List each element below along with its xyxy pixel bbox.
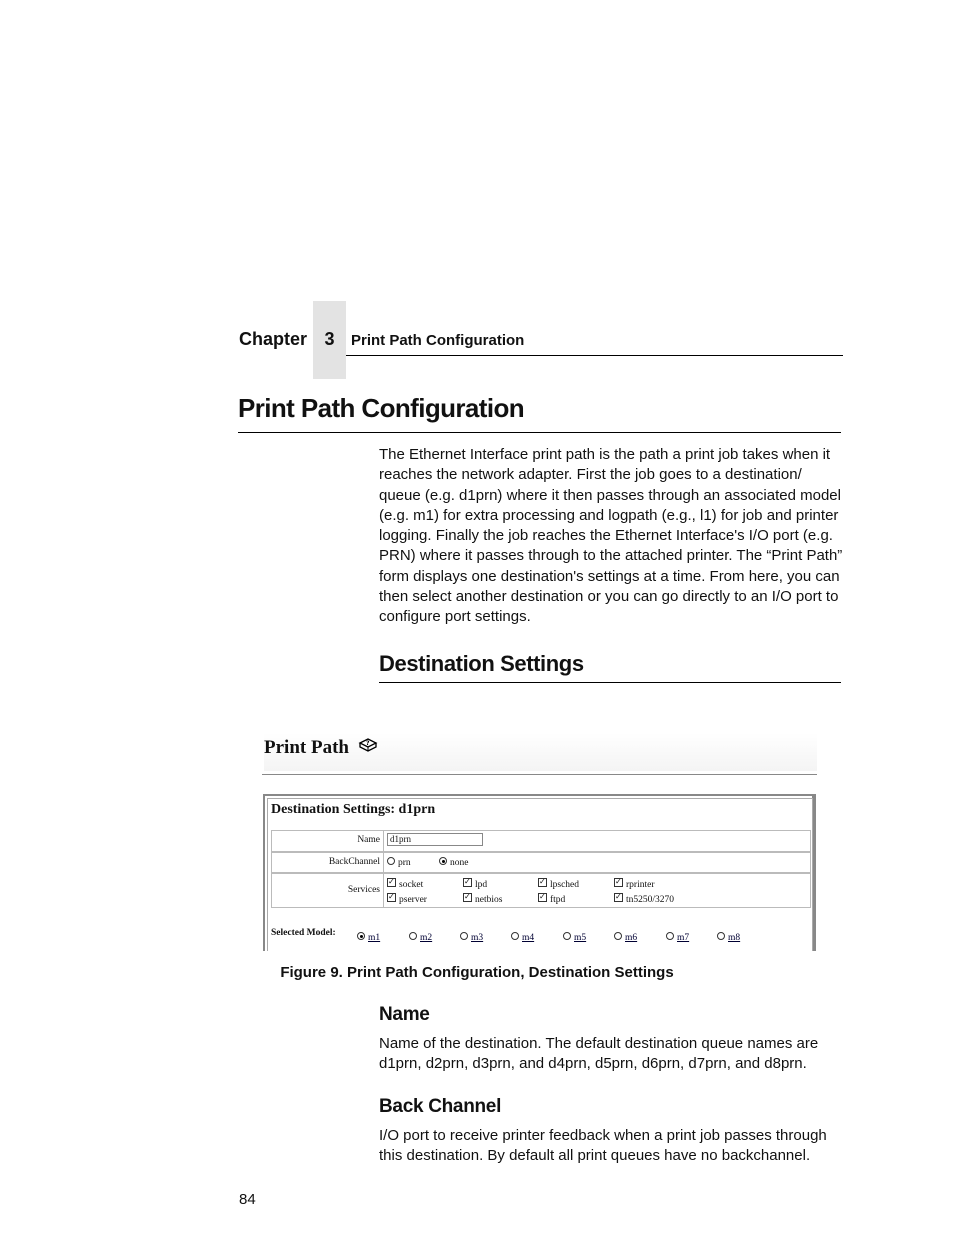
radio-icon xyxy=(614,932,622,940)
service-lpsched[interactable] xyxy=(538,878,579,890)
subsection-rule xyxy=(379,682,841,683)
chapter-number: 3 xyxy=(324,329,335,349)
name-heading: Name xyxy=(379,1004,430,1025)
service-pserver[interactable] xyxy=(387,893,427,905)
page-number: 84 xyxy=(239,1191,256,1208)
running-title: Print Path Configuration xyxy=(351,332,525,349)
checkbox-checked-icon xyxy=(463,878,472,887)
section-rule xyxy=(238,432,841,433)
service-label: tn5250/3270 xyxy=(626,895,675,905)
service-label: rprinter xyxy=(626,880,655,890)
model-option-m1[interactable] xyxy=(357,932,380,943)
name-label: Name xyxy=(357,835,380,845)
backchannel-label: BackChannel xyxy=(328,857,380,867)
checkbox-checked-icon xyxy=(387,893,396,902)
form-heading: Destination Settings: d1prn xyxy=(271,802,436,817)
radio-icon xyxy=(460,932,468,940)
backchannel-option-label: prn xyxy=(398,858,411,868)
model-option-m7[interactable] xyxy=(666,932,689,943)
service-lpd[interactable] xyxy=(463,878,487,890)
checkbox-checked-icon xyxy=(538,893,547,902)
subsection-title: Destination Settings xyxy=(379,651,584,676)
model-option-m6[interactable] xyxy=(614,932,637,943)
checkbox-checked-icon xyxy=(614,893,623,902)
figure-screenshot xyxy=(262,730,819,951)
model-option-m4[interactable] xyxy=(511,932,534,943)
radio-icon xyxy=(511,932,519,940)
destination-settings-form xyxy=(263,794,816,951)
service-label: lpd xyxy=(475,880,488,890)
model-option-m5[interactable] xyxy=(563,932,586,943)
backchannel-heading: Back Channel xyxy=(379,1096,502,1117)
service-netbios[interactable] xyxy=(463,893,502,905)
model-option-m3[interactable] xyxy=(460,932,483,943)
backchannel-paragraph: I/O port to receive printer feedback when a print job passes through this destination. By default all print queues have no backchannel. xyxy=(379,1127,827,1165)
model-link[interactable]: m2 xyxy=(420,933,433,943)
intro-paragraph: The Ethernet Interface print path is the path a print job takes when it reaches the network adapter. First the job goes to a destination/ queue (e.g. d1prn) where it then passes through an associated model (e.g. m1) for extra processing and logpath (e.g., l1) for job and printer logging. Finally the job reaches the Ethernet Interface's I/O port (e.g. PRN) where it passes through to the attached printer. The “Print Path” form displays one destination's settings at a time. From here, you can then select another destination or you can go directly to an I/O port to configure port settings. xyxy=(379,446,843,626)
service-label: socket xyxy=(399,880,424,890)
checkbox-checked-icon xyxy=(387,878,396,887)
model-link[interactable]: m7 xyxy=(677,933,690,943)
form-border xyxy=(267,798,813,951)
checkbox-checked-icon xyxy=(614,878,623,887)
backchannel-row xyxy=(271,852,811,873)
radio-selected-icon xyxy=(357,932,365,940)
book-help-icon xyxy=(358,737,378,761)
screen-title xyxy=(264,733,817,771)
selected-model-row xyxy=(271,908,811,948)
model-option-m8[interactable] xyxy=(717,932,740,943)
selected-model-label: Selected Model: xyxy=(271,928,336,938)
radio-selected-icon xyxy=(439,857,447,865)
screen-title-text: Print Path xyxy=(264,737,349,758)
backchannel-option-label: none xyxy=(450,858,469,868)
model-option-m2[interactable] xyxy=(409,932,432,943)
model-link[interactable]: m3 xyxy=(471,933,484,943)
radio-icon xyxy=(387,857,395,865)
name-row xyxy=(271,830,811,852)
radio-icon xyxy=(666,932,674,940)
checkbox-checked-icon xyxy=(463,893,472,902)
backchannel-option-prn[interactable] xyxy=(387,857,411,868)
service-rprinter[interactable] xyxy=(614,878,655,890)
service-tn5250-3270[interactable] xyxy=(614,893,674,905)
cell-separator xyxy=(383,853,384,872)
name-paragraph: Name of the destination. The default destination queue names are d1prn, d2prn, d3prn, and d4prn, d5prn, d6prn, d7prn, and d8prn. xyxy=(379,1035,819,1073)
model-link[interactable]: m8 xyxy=(728,933,741,943)
service-label: ftpd xyxy=(550,895,566,905)
cell-separator xyxy=(383,874,384,907)
model-link[interactable]: m5 xyxy=(574,933,587,943)
radio-icon xyxy=(563,932,571,940)
services-label: Services xyxy=(347,885,380,895)
model-link[interactable]: m6 xyxy=(625,933,638,943)
section-title: Print Path Configuration xyxy=(238,393,525,423)
backchannel-option-none[interactable] xyxy=(439,857,468,868)
svg-text:?: ? xyxy=(365,740,370,747)
service-label: pserver xyxy=(399,895,427,905)
model-link[interactable]: m1 xyxy=(368,933,381,943)
services-row xyxy=(271,873,811,908)
chapter-label: Chapter xyxy=(239,329,308,349)
service-label: lpsched xyxy=(550,880,580,890)
model-link[interactable]: m4 xyxy=(522,933,535,943)
name-input[interactable]: d1prn xyxy=(387,833,483,846)
service-ftpd[interactable] xyxy=(538,893,565,905)
cell-separator xyxy=(383,831,384,851)
figure-caption: Figure 9. Print Path Configuration, Destination Settings xyxy=(280,964,674,981)
screen-title-rule xyxy=(262,774,817,775)
radio-icon xyxy=(409,932,417,940)
header-rule xyxy=(346,355,843,356)
checkbox-checked-icon xyxy=(538,878,547,887)
service-label: netbios xyxy=(475,895,503,905)
service-socket[interactable] xyxy=(387,878,423,890)
radio-icon xyxy=(717,932,725,940)
